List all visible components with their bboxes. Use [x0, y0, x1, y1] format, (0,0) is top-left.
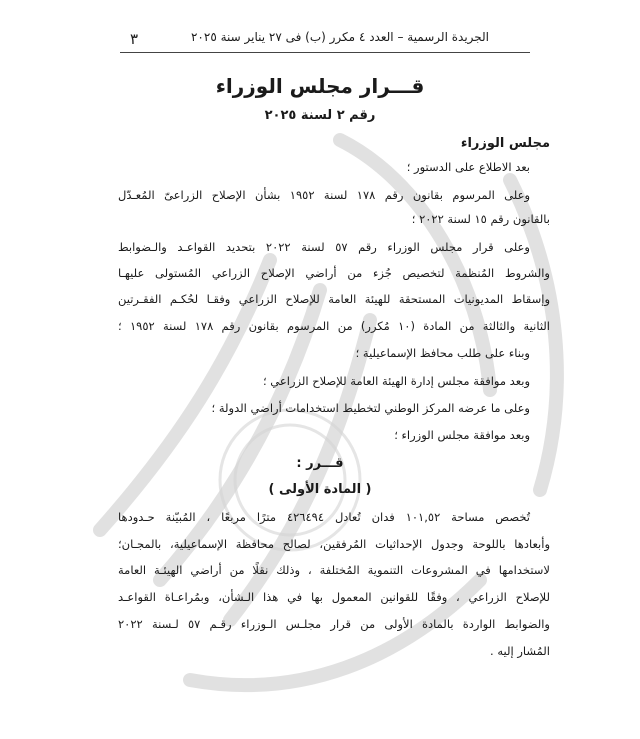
article-heading: ( المادة الأولى ) — [268, 482, 372, 497]
article-line: للإصلاح الزراعي ، وفقًا للقوانين المعمول بها في هذا الـشأن، وبمُراعـاة القواعـد — [118, 590, 550, 604]
header-rule — [120, 52, 530, 53]
council-heading: مجلس الوزراء — [460, 136, 550, 151]
preamble-line: بعد الاطلاع على الدستور ؛ — [406, 160, 530, 174]
article-line: تُخصص مساحة ١٠١,٥٢ فدان تُعادل ٤٢٦٤٩٤ مترًا مربعًا ، المُبيّنة حـدودها — [118, 510, 530, 524]
preamble-line: وبعد موافقة مجلس الوزراء ؛ — [394, 428, 530, 442]
article-line: والضوابط الواردة بالمادة الأولى من قرار مجلـس الـوزراء رقـم ٥٧ لـسنة ٢٠٢٢ — [118, 617, 550, 631]
decision-heading: قـــرر : — [296, 456, 344, 471]
preamble-line: والشروط المُنظمة لتخصيص جُزء من أراضي الإصلاح الزراعي المُستولى عليهـا — [118, 266, 550, 280]
article-line: وأبعادها باللوحة وجدول الإحداثيات المُرفقين، لصالح محافظة الإسماعيلية، بالمجـان؛ — [118, 537, 550, 551]
article-line: لاستخدامها في المشروعات التنموية المُختلفة ، وذلك نقلًا من أراضي الهيئـة العامة — [118, 563, 550, 577]
article-line: المُشار إليه . — [490, 644, 550, 658]
preamble-line: وعلى قرار مجلس الوزراء رقم ٥٧ لسنة ٢٠٢٢ بتحديد القواعـد والـضوابط — [118, 240, 530, 254]
document-title: قـــرار مجلس الوزراء — [215, 74, 425, 98]
preamble-line: الثانية والثالثة من المادة (١٠ مُكرر) من المرسوم بقانون رقم ١٧٨ لسنة ١٩٥٢ ؛ — [118, 319, 550, 333]
preamble-line: وبناء على طلب محافظ الإسماعيلية ؛ — [355, 346, 530, 360]
preamble-line: وعلى المرسوم بقانون رقم ١٧٨ لسنة ١٩٥٢ بشأن الإصلاح الزراعىّ المُعـدّل — [118, 188, 530, 202]
preamble-line: وإسقاط المديونيات المستحقة للهيئة العامة للإصلاح الزراعي وفقـا لحُكـم الفقـرتين — [118, 292, 550, 306]
preamble-line: وبعد موافقة مجلس إدارة الهيئة العامة للإصلاح الزراعي ؛ — [263, 374, 530, 388]
gazette-header: الجريدة الرسمية – العدد ٤ مكرر (ب) فى ٢٧ يناير سنة ٢٠٢٥ — [190, 30, 490, 44]
decree-number: رقم ٢ لسنة ٢٠٢٥ — [264, 108, 376, 123]
preamble-line: بالقانون رقم ١٥ لسنة ٢٠٢٢ ؛ — [411, 212, 550, 226]
page-number: ٣ — [129, 30, 139, 48]
preamble-line: وعلى ما عرضه المركز الوطني لتخطيط استخدامات أراضي الدولة ؛ — [211, 401, 530, 415]
